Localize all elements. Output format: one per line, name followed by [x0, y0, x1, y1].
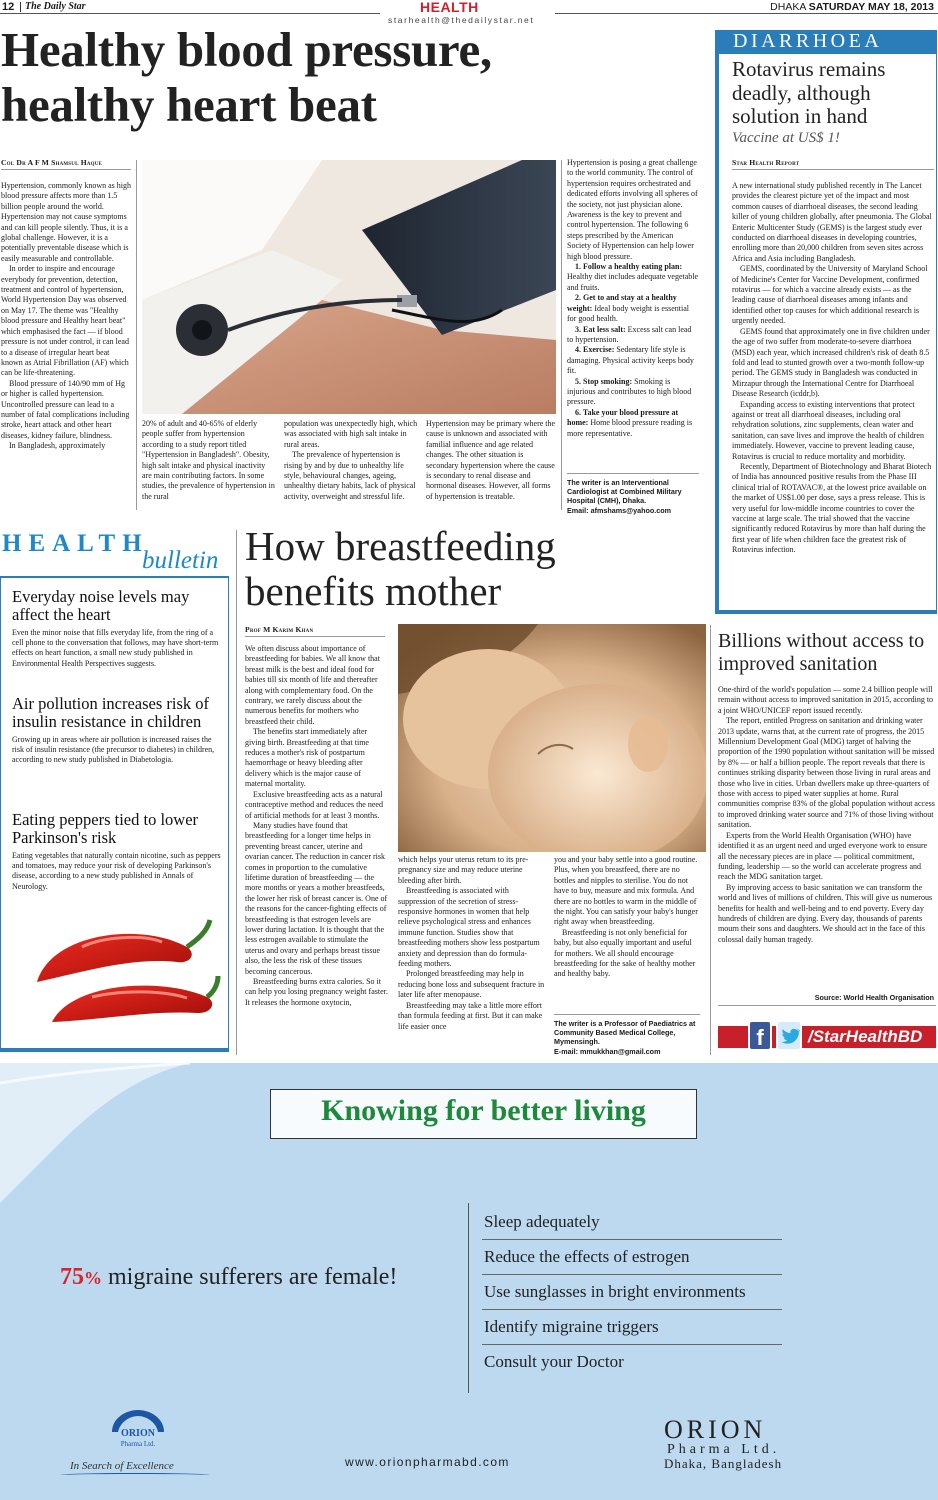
bulletin-item-1-head: Everyday noise levels may affect the heart: [12, 587, 190, 624]
lead-writer-email: Email: afmshams@yahoo.com: [567, 505, 672, 515]
orion-logo-sub: Pharma Ltd.: [120, 1440, 156, 1448]
step-3-title: 3. Eat less salt:: [575, 324, 626, 334]
masthead-rule-right: [555, 13, 938, 14]
breastfeeding-col2-p1: which helps your uterus return to its pre-pregnancy size and may reduce uterine bleeding after birth.: [398, 855, 529, 885]
orion-logo: [108, 1408, 168, 1454]
bulletin-item-3-text: Eating vegetables that naturally contain nicotine, such as peppers and tomatoes, may reduce your risk of developing Parkinson's disease, according to a new study published in Annals of Neurology.: [12, 851, 221, 891]
sanitation-p4: By improving access to basic sanitation we can transform the world and lives of millions of children. This will give us numerous benefits for health and well-being and to end poverty. Every day hundreds of children are dying. Every day, thousands of parents mourn their sons and daughters. We should act in the face of this colossal daily human tragedy.: [718, 882, 933, 944]
orion-logo-name: ORION: [121, 1428, 155, 1439]
dateline: [770, 1, 934, 13]
ad-tip-3: Use sunglasses in bright environments: [482, 1275, 782, 1310]
sanitation-body: [718, 685, 936, 945]
lead-col4-p1: Hypertension may be primary where the cause is unknown and associated with familial influence and age related changes. The other situation is secondary hypertension where the cause is secondary to renal disease and hormonal diseases. However, all forms of hypertension is treatable.: [426, 419, 556, 501]
diarrhoea-kicker: DIARRHOEA: [733, 30, 883, 52]
sanitation-p2: The report, entitled Progress on sanitation and drinking water 2013 update, warns that, at the current rate of progress, the 2015 Millennium Development Goal (MDG) target of halving the proportion of the 1990 population without sanitation will be missed by 8% — or half a billion people. The report reveals that there is continues striking disparity between those living in rural areas and those who live in cities. Urban dwellers make up three-quarters of those with access to piped water supplies at home. Rural communities comprise 83% of the global population without access to improved drinking water source and 71% of those living without sanitation.: [718, 716, 935, 830]
breastfeeding-writer-email: E-mail: mmukkhan@gmail.com: [554, 1046, 661, 1056]
breastfeeding-headline: [245, 524, 705, 614]
breastfeeding-col3: [554, 855, 700, 980]
bulletin-title-script: bulletin: [142, 547, 219, 574]
diarrhoea-p4: Expanding access to existing interventions that protect against or treat all diarrhoeal diseases, including oral rehydration solutions, zinc supplements, clean water and sanitation, can save lives and improve the health of children immediately. However, vaccine to prevent leading cause, Rotavirus is crucial to reduce mortality and morbidity.: [732, 399, 924, 461]
social-banner[interactable]: [718, 1020, 936, 1053]
lead-col5: [567, 158, 699, 439]
lead-col3-p2: The prevalence of hypertension is rising by and by due to unhealthy life style, behavioural changes, ageing, unhealthy dietary habits, lack of physical activity, overweight and stressful life.: [284, 450, 416, 501]
orion-ad: [0, 1063, 938, 1500]
ad-tip-4: Identify migraine triggers: [482, 1310, 782, 1345]
orion-brand-city: Dhaka, Bangladesh: [664, 1456, 783, 1471]
diarrhoea-subhead: Vaccine at US$ 1!: [732, 130, 840, 146]
step-3-text: Excess salt can lead to hypertension.: [567, 324, 692, 344]
social-handle[interactable]: /StarHealthBD: [808, 1027, 923, 1046]
bulletin-item-3: [12, 811, 224, 892]
col-rule-2: [561, 160, 562, 510]
lead-col1-p4: In Bangladesh, approximately: [9, 441, 106, 451]
bulletin-item-1-text: Even the minor noise that fills everyday life, from the ring of a cell phone to the conversation that follows, may have short-term effects on heart function, a small new study published in Environmental Health Perspectives suggests.: [12, 628, 219, 668]
diarrhoea-p3: GEMS found that approximately one in five children under the age of two suffer from moderate-to-severe diarrhoea (MSD) each year, which increased children's risk of death 8.5 fold and lead to stunted growth over a two-month follow-up period. The GEMS study in Bangladesh was conducted in Mirzapur through the International Centre for Diarrhoeal Disease Research (icddr,b).: [732, 326, 930, 399]
ad-tip-5: Consult your Doctor: [484, 1352, 624, 1371]
ad-tips-list: [482, 1205, 782, 1379]
lead-col4: [426, 419, 556, 502]
bulletin-title-word: HEALTH: [2, 530, 149, 557]
breastfeeding-col1-p4: Many studies have found that breastfeeding for a longer time helps in preventing breast cancer, uterine and ovarian cancer. The reduction in cancer risk comes in proportion to the cumulative lifetime duration of breastfeeding — the more months or years a mother breastfeeds, the lower her risk of breast cancer is. One of the reasons for the cancer-fighting effects of breastfeeding is that estrogen levels are lower during lactation. It is thought that the less estrogen available to stimulate the uterus and ovary and perhaps breast tissue also, the less the risk of these tissues becoming cancerous.: [245, 820, 388, 976]
ad-stat-number: 75: [60, 1264, 84, 1290]
bulletin-item-2-text: Growing up in areas where air pollution is increased raises the risk of insulin resistance (the precursor to diabetes) in children, according to new study published in Diabetologia.: [12, 735, 215, 765]
blood-pressure-illustration: [142, 160, 556, 414]
lead-col1: [1, 181, 131, 452]
step-5: [567, 377, 699, 408]
ad-decor-swoosh: [0, 1063, 190, 1203]
breastfeeding-writer-credit: [554, 1019, 704, 1056]
breastfeeding-headline-line1: How breastfeeding: [245, 523, 556, 569]
masthead-rule: [0, 13, 380, 14]
sanitation-source: Source: World Health Organisation: [814, 993, 934, 1002]
diarrhoea-p5: Recently, Department of Biotechnology and Bharat Biotech of India has announced positive results from the Phase III clinical trial of ROTAVAC®, at the lowest price available on the market of US$1.00 per dose, says a press release. This is very useful for low-middle income countries to cover the vaccine at large scale. The trial showed that the vaccine significantly reduced Rotavirus by more than half during the first year of life when children face the greatest risk of Rotavirus infection.: [732, 461, 932, 555]
lead-col1-p2: In order to inspire and encourage everybody for prevention, detection, treatment and control of hypertension, World Hypertension Day was observed on May 17. The theme was "Healthy blood pressure and Healthy heart beat" which emphasised the fact — if blood pressure is not under control, it can lead to a disease of irregular heart beat known as Atrial Fibrillation (AF) which can be life-threatening.: [1, 264, 129, 378]
breastfeeding-col1-p5: Breastfeeding burns extra calories. So it can help you losing pregnancy weight faster. It releases the hormone oxytocin,: [245, 977, 388, 1007]
twitter-icon[interactable]: [776, 1020, 802, 1051]
diarrhoea-byline: Star Health Report: [732, 158, 800, 167]
bulletin-item-2: [12, 695, 224, 766]
paper-name: The Daily Star: [25, 1, 86, 12]
step-1-title: 1. Follow a healthy eating plan:: [575, 262, 683, 272]
breastfeeding-col2-p2: Breastfeeding is associated with suppression of the secretion of stress-responsive hormones in women that help relieve psychological stress and enhances immune function. Studies show that breastfeeding mothers show less postpartum anxiety and depression than do formula-feeding mothers.: [398, 886, 540, 969]
breastfeeding-col2: [398, 855, 546, 1032]
breastfeeding-col3-p2: Breastfeeding is not only beneficial for baby, but also equally important and useful for mothers. We all should encourage breastfeeding for the sake of healthy mother and healthy baby.: [554, 927, 696, 979]
lead-col2-p1: 20% of adult and 40-65% of elderly people suffer from hypertension according to a study report titled "Hypertension in Bangladesh". Obesity, high salt intake and physical inactivity are main contributing factors. In some studies, the prevalence of hypertension in the rural: [142, 419, 275, 501]
orion-brand-sub: Pharma Ltd.: [667, 1442, 781, 1457]
step-2-text: Ideal body weight is essential for good health.: [567, 303, 689, 324]
step-5-text: Smoking is injurious and contributes to high blood pressure.: [567, 376, 692, 407]
lead-headline-line2: healthy heart beat: [1, 77, 377, 132]
lead-col2: [142, 419, 277, 502]
breastfeeding-col1-p1: We often discuss about importance of breastfeeding for babies. We all know that breast milk is the best and ideal food for babies till six month of life and thereafter along with complementary food. On the contrary, we rarely discuss about the numerous benefits for mothers who breastfeed their child.: [245, 644, 380, 726]
diarrhoea-p2: GEMS, coordinated by the University of Maryland School of Medicine's Center for Vaccine Development, confirmed rotavirus — for which a vaccine already exists — as the leading cause of diarrhoeal diseases among infants and identified other top causes for which additional research is urgently needed.: [732, 264, 928, 326]
breastfeeding-col2-p4: Breastfeeding may take a little more effort than formula feeding at first. But it can make life easier once: [398, 1000, 543, 1031]
sanitation-headline: Billions without access to improved sanitation: [718, 630, 925, 675]
breastfeeding-headline-line2: benefits mother: [245, 568, 502, 614]
lead-col1-p3: Blood pressure of 140/90 mm of Hg or higher is called hypertension. Uncontrolled pressure can lead to a number of fatal complications including stroke, heart attack and other heart diseases, kidney failure, blindness.: [1, 378, 130, 440]
bulletin-item-3-head: Eating peppers tied to lower Parkinson's risk: [12, 810, 199, 847]
facebook-icon[interactable]: f: [748, 1020, 772, 1051]
bulletin-item-2-head: Air pollution increases risk of insulin resistance in children: [12, 694, 210, 731]
step-5-title: 5. Stop smoking:: [575, 376, 633, 386]
lead-col3-p1: population was unexpectedly high, which was associated with high salt intake in rural areas.: [284, 419, 418, 449]
lead-headline: [1, 22, 711, 132]
section-email: starhealth@thedailystar.net: [388, 15, 535, 25]
step-4-title: 4. Exercise:: [575, 345, 615, 355]
step-1: [567, 262, 699, 293]
ad-tips-divider: [468, 1203, 469, 1393]
breastfeeding-byline: Prof M Karim Khan: [245, 625, 314, 634]
ad-tip-1: Sleep adequately: [482, 1205, 782, 1240]
section-title: HEALTH: [420, 0, 479, 15]
step-6-title: 6. Take your blood pressure at home:: [567, 407, 679, 428]
dateline-city: DHAKA: [770, 1, 806, 13]
step-2: [567, 293, 699, 324]
step-6: [567, 408, 699, 439]
orion-slogan: In Search of Excellence: [70, 1460, 174, 1472]
diarrhoea-p1: A new international study published recently in The Lancet provides the clearest picture yet of the impact and most common causes of diarrhoeal diseases, the second leading killer of young children globally, after pneumonia. The Global Enteric Multicenter Study (GEMS) is the largest study ever conducted on diarrhoeal diseases in developing countries, enrolling more than 20,000 children from seven sites across Africa and Asia including Bangladesh.: [732, 181, 932, 263]
breastfeeding-writer-credit-text: The writer is a Professor of Paediatrics at Community Based Medical College, Mymensingh.: [554, 1019, 696, 1047]
lead-credit-rule: [567, 473, 699, 474]
bulletin-item-1: [12, 588, 224, 669]
lead-col1-p1: Hypertension, commonly known as high blood pressure affects more than 1.5 billion people around the world. Hypertension may not cause symptoms and can kill people silently. Thus, it is a global challenge. However, it is a potentially preventable disease which is easily measurable and controllable.: [1, 181, 131, 263]
step-6-text: Home blood pressure reading is more representative.: [567, 418, 693, 438]
twitter-bird-glyph: [779, 1025, 801, 1047]
blood-pressure-photo: [142, 160, 556, 414]
ad-tagline: Knowing for better living: [321, 1094, 646, 1127]
sanitation-source-rule: [718, 1005, 936, 1006]
breastfeeding-col1-p2: The benefits start immediately after giving birth. Breastfeeding at that time reduces a mother's risk of postpartum haemorrhage or heavy bleeding after delivery which is the major cause of maternal mortality.: [245, 727, 369, 789]
bulletin-title: [2, 530, 228, 580]
ad-tip-2: Reduce the effects of estrogen: [482, 1240, 782, 1275]
step-2-title: 2. Get to and stay at a healthy weight:: [567, 293, 677, 313]
page-number: 12: [2, 1, 15, 13]
breastfeeding-col2-p3: Prolonged breastfeeding may help in reducing bone loss and subsequent fracture in later life after menopause.: [398, 969, 545, 1000]
col-rule-3: [236, 530, 237, 1055]
lead-writer-credit-text: The writer is an Interventional Cardiologist at Combined Military Hospital (CMH), Dhaka.: [567, 478, 682, 506]
breastfeeding-byline-rule: [245, 636, 385, 637]
breastfeeding-col1: [245, 644, 388, 1008]
orion-website[interactable]: www.orionpharmabd.com: [345, 1455, 510, 1469]
col-rule-4: [710, 625, 711, 1055]
diarrhoea-headline: Rotavirus remains deadly, although solution in hand: [732, 57, 886, 128]
diarrhoea-byline-rule: [732, 169, 934, 170]
diarrhoea-body: [732, 181, 935, 556]
step-4-text: Sedentary life style is damaging. Physical activity keeps body fit.: [567, 345, 694, 376]
sanitation-p1: One-third of the world's population — some 2.4 billion people will remain without access to improved sanitation in 2015, according to a joint WHO/UNICEF report issued recently.: [718, 685, 934, 715]
ad-stat: [60, 1264, 397, 1291]
mother-baby-photo: [398, 624, 706, 852]
masthead-divider: [20, 2, 21, 12]
step-4: [567, 345, 699, 376]
col-rule-1: [136, 160, 137, 510]
sanitation-p3: Experts from the World Health Organisation (WHO) have identified it as an urgent need and urged everyone work to ensure all the necessary pieces are in place — political commitment, funding, leadership — so the world can accelerate progress and reach the MDG sanitation target.: [718, 830, 928, 882]
breastfeeding-col3-p1: you and your baby settle into a good routine. Plus, when you breastfeed, there are no bottles and nipples to sterilise. You do not have to buy, measure and mix formula. And there are no bottles to warm in the middle of the night. You can satisfy your baby's hunger right away when breastfeeding.: [554, 855, 698, 927]
step-1-text: Healthy diet includes adequate vegetable and fruits.: [567, 272, 699, 292]
red-peppers-photo: [12, 902, 224, 1047]
lead-byline: Col Dr A F M Shamsul Haque: [1, 158, 103, 167]
breastfeeding-col1-p3: Exclusive breastfeeding acts as a natural contraceptive method and reduces the need of artificial methods for at least 3 months.: [245, 789, 383, 820]
orion-brand-big: ORION: [664, 1415, 767, 1444]
orion-swoosh: [60, 1473, 210, 1477]
lead-writer-credit: [567, 478, 707, 515]
dateline-date: SATURDAY MAY 18, 2013: [808, 1, 934, 13]
lead-byline-rule: [1, 169, 131, 170]
ad-stat-percent: %: [84, 1268, 102, 1288]
mother-baby-illustration: [398, 624, 706, 852]
red-peppers-illustration: [12, 902, 224, 1047]
lead-col5-intro: Hypertension is posing a great challenge to the world community. The control of hypertension requires orchestrated and dedicated efforts involving all spheres of the society, not just physician alone. Awareness is the key to prevent and control hypertension. The following 6 steps prescribed by the American Society of Hypertension can help lower high blood pressure.: [567, 158, 698, 261]
ad-stat-text: migraine sufferers are female!: [102, 1264, 398, 1290]
breastfeeding-credit-rule: [554, 1014, 700, 1015]
step-3: [567, 325, 699, 346]
lead-col3: [284, 419, 419, 502]
lead-headline-line1: Healthy blood pressure,: [1, 22, 492, 77]
